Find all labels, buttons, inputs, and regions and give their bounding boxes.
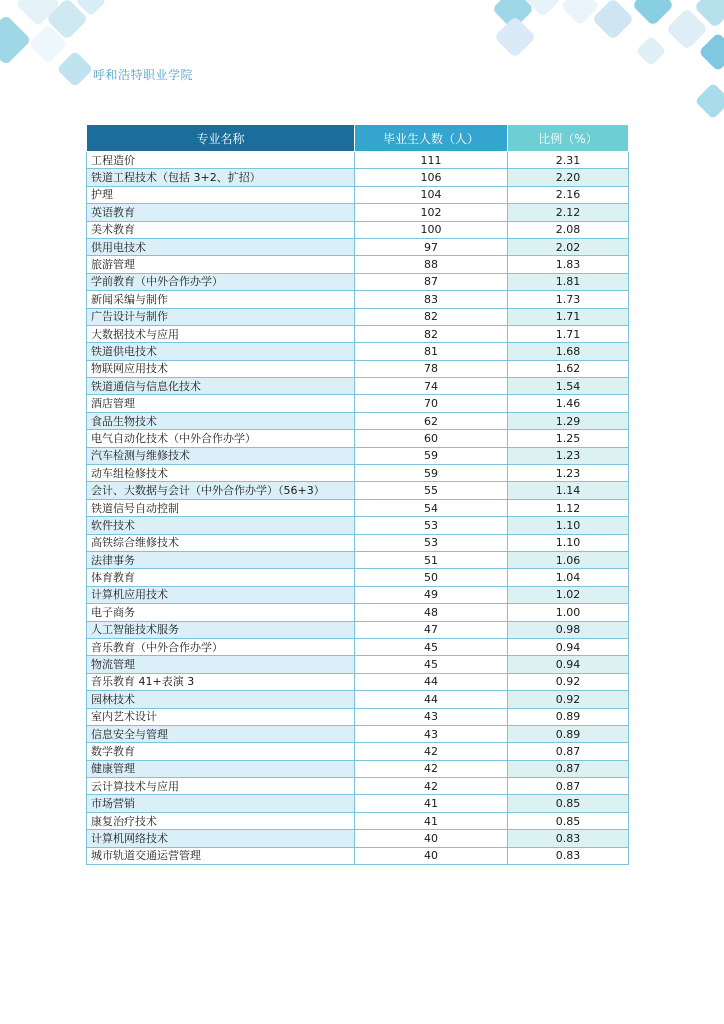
ratio-cell: 2.02	[508, 238, 629, 255]
graduate-count-cell: 62	[355, 412, 508, 429]
major-name-cell: 酒店管理	[87, 395, 355, 412]
ratio-cell: 2.08	[508, 221, 629, 238]
table-row	[87, 395, 629, 412]
graduate-count-cell: 41	[355, 795, 508, 812]
table-row	[87, 569, 629, 586]
ratio-cell: 1.71	[508, 325, 629, 342]
major-name-cell: 工程造价	[87, 152, 355, 169]
major-name-cell: 体育教育	[87, 569, 355, 586]
graduate-count-cell: 53	[355, 534, 508, 551]
graduate-count-cell: 42	[355, 743, 508, 760]
major-name-cell: 计算机网络技术	[87, 830, 355, 847]
table-row	[87, 830, 629, 847]
table-row	[87, 795, 629, 812]
ratio-cell: 1.23	[508, 447, 629, 464]
major-name-cell: 康复治疗技术	[87, 812, 355, 829]
ratio-cell: 1.46	[508, 395, 629, 412]
ratio-cell: 0.92	[508, 673, 629, 690]
graduate-count-cell: 74	[355, 378, 508, 395]
graduate-count-cell: 45	[355, 656, 508, 673]
column-header-ratio: 比例（%）	[508, 125, 629, 152]
major-name-cell: 英语教育	[87, 204, 355, 221]
major-name-cell: 云计算技术与应用	[87, 778, 355, 795]
major-name-cell: 学前教育（中外合作办学）	[87, 273, 355, 290]
graduate-count-cell: 49	[355, 586, 508, 603]
major-name-cell: 铁道工程技术（包括 3+2、扩招）	[87, 169, 355, 186]
school-name: 呼和浩特职业学院	[93, 68, 194, 82]
ratio-cell: 1.29	[508, 412, 629, 429]
ratio-cell: 0.85	[508, 812, 629, 829]
ratio-cell: 0.98	[508, 621, 629, 638]
ratio-cell: 2.16	[508, 186, 629, 203]
major-name-cell: 电气自动化技术（中外合作办学）	[87, 430, 355, 447]
graduate-count-cell: 51	[355, 551, 508, 568]
ratio-cell: 1.71	[508, 308, 629, 325]
major-name-cell: 动车组检修技术	[87, 465, 355, 482]
major-name-cell: 室内艺术设计	[87, 708, 355, 725]
ratio-cell: 0.83	[508, 847, 629, 864]
table-row	[87, 238, 629, 255]
major-name-cell: 汽车检测与维修技术	[87, 447, 355, 464]
table-body	[87, 152, 629, 865]
graduate-count-cell: 53	[355, 517, 508, 534]
major-name-cell: 城市轨道交通运营管理	[87, 847, 355, 864]
graduate-count-cell: 100	[355, 221, 508, 238]
graduate-count-cell: 111	[355, 152, 508, 169]
table-row	[87, 604, 629, 621]
ratio-cell: 1.10	[508, 534, 629, 551]
ratio-cell: 0.85	[508, 795, 629, 812]
major-name-cell: 旅游管理	[87, 256, 355, 273]
ratio-cell: 1.00	[508, 604, 629, 621]
ratio-cell: 0.83	[508, 830, 629, 847]
table-row	[87, 812, 629, 829]
ratio-cell: 1.25	[508, 430, 629, 447]
table-row	[87, 760, 629, 777]
table-header-row	[87, 125, 629, 152]
major-name-cell: 音乐教育（中外合作办学）	[87, 638, 355, 655]
major-name-cell: 信息安全与管理	[87, 725, 355, 742]
major-name-cell: 铁道通信与信息化技术	[87, 378, 355, 395]
graduate-count-cell: 59	[355, 447, 508, 464]
major-name-cell: 铁道供电技术	[87, 343, 355, 360]
ratio-cell: 2.12	[508, 204, 629, 221]
graduate-count-cell: 82	[355, 325, 508, 342]
graduate-count-cell: 97	[355, 238, 508, 255]
major-name-cell: 电子商务	[87, 604, 355, 621]
column-header-graduates: 毕业生人数（人）	[355, 125, 508, 152]
ratio-cell: 0.89	[508, 708, 629, 725]
ratio-cell: 1.12	[508, 499, 629, 516]
ratio-cell: 0.94	[508, 656, 629, 673]
ratio-cell: 1.23	[508, 465, 629, 482]
table-row	[87, 325, 629, 342]
graduate-count-cell: 102	[355, 204, 508, 221]
major-name-cell: 软件技术	[87, 517, 355, 534]
major-name-cell: 广告设计与制作	[87, 308, 355, 325]
table-row	[87, 152, 629, 169]
graduate-count-cell: 87	[355, 273, 508, 290]
major-name-cell: 新闻采编与制作	[87, 291, 355, 308]
graduate-count-cell: 59	[355, 465, 508, 482]
graduate-count-cell: 82	[355, 308, 508, 325]
left-tile-cluster	[0, 0, 107, 87]
graduate-count-cell: 43	[355, 708, 508, 725]
table-row	[87, 343, 629, 360]
ratio-cell: 1.54	[508, 378, 629, 395]
major-name-cell: 美术教育	[87, 221, 355, 238]
table-row	[87, 291, 629, 308]
graduate-count-cell: 42	[355, 778, 508, 795]
ratio-cell: 1.06	[508, 551, 629, 568]
right-tile-cluster	[492, 0, 724, 119]
table-row	[87, 725, 629, 742]
graduates-by-major-table	[86, 124, 629, 865]
table-row	[87, 256, 629, 273]
major-name-cell: 健康管理	[87, 760, 355, 777]
table-row	[87, 708, 629, 725]
major-name-cell: 会计、大数据与会计（中外合作办学）（56+3）	[87, 482, 355, 499]
table-row	[87, 586, 629, 603]
graduate-count-cell: 83	[355, 291, 508, 308]
graduate-count-cell: 104	[355, 186, 508, 203]
ratio-cell: 1.02	[508, 586, 629, 603]
ratio-cell: 1.83	[508, 256, 629, 273]
table-row	[87, 551, 629, 568]
table-row	[87, 221, 629, 238]
graduate-count-cell: 81	[355, 343, 508, 360]
major-name-cell: 物联网应用技术	[87, 360, 355, 377]
table-row	[87, 308, 629, 325]
ratio-cell: 0.94	[508, 638, 629, 655]
graduate-count-cell: 70	[355, 395, 508, 412]
table-row	[87, 673, 629, 690]
table-row	[87, 778, 629, 795]
graduate-count-cell: 60	[355, 430, 508, 447]
column-header-major: 专业名称	[87, 125, 355, 152]
ratio-cell: 0.87	[508, 778, 629, 795]
table-row	[87, 430, 629, 447]
graduate-count-cell: 40	[355, 847, 508, 864]
graduate-count-cell: 47	[355, 621, 508, 638]
graduate-count-cell: 55	[355, 482, 508, 499]
table-row	[87, 743, 629, 760]
ratio-cell: 0.89	[508, 725, 629, 742]
ratio-cell: 1.81	[508, 273, 629, 290]
graduate-count-cell: 40	[355, 830, 508, 847]
table-row	[87, 656, 629, 673]
table-row	[87, 847, 629, 864]
graduate-count-cell: 88	[355, 256, 508, 273]
ratio-cell: 1.04	[508, 569, 629, 586]
major-name-cell: 护理	[87, 186, 355, 203]
table-row	[87, 691, 629, 708]
major-name-cell: 食品生物技术	[87, 412, 355, 429]
graduate-count-cell: 45	[355, 638, 508, 655]
ratio-cell: 1.14	[508, 482, 629, 499]
major-name-cell: 数学教育	[87, 743, 355, 760]
ratio-cell: 1.68	[508, 343, 629, 360]
table-row	[87, 204, 629, 221]
table-row	[87, 638, 629, 655]
ratio-cell: 0.87	[508, 743, 629, 760]
graduate-count-cell: 44	[355, 691, 508, 708]
ratio-cell: 1.62	[508, 360, 629, 377]
ratio-cell: 0.92	[508, 691, 629, 708]
major-name-cell: 物流管理	[87, 656, 355, 673]
major-name-cell: 铁道信号自动控制	[87, 499, 355, 516]
graduate-count-cell: 78	[355, 360, 508, 377]
major-name-cell: 供用电技术	[87, 238, 355, 255]
table-row	[87, 169, 629, 186]
major-name-cell: 音乐教育 41+表演 3	[87, 673, 355, 690]
graduate-count-cell: 42	[355, 760, 508, 777]
table-row	[87, 465, 629, 482]
major-name-cell: 园林技术	[87, 691, 355, 708]
table-row	[87, 482, 629, 499]
ratio-cell: 0.87	[508, 760, 629, 777]
table-row	[87, 412, 629, 429]
graduate-count-cell: 106	[355, 169, 508, 186]
table-row	[87, 378, 629, 395]
major-name-cell: 大数据技术与应用	[87, 325, 355, 342]
major-name-cell: 人工智能技术服务	[87, 621, 355, 638]
major-name-cell: 高铁综合维修技术	[87, 534, 355, 551]
graduate-count-cell: 54	[355, 499, 508, 516]
table-row	[87, 186, 629, 203]
ratio-cell: 1.10	[508, 517, 629, 534]
table-row	[87, 273, 629, 290]
graduate-count-cell: 44	[355, 673, 508, 690]
graduate-count-cell: 41	[355, 812, 508, 829]
graduate-count-cell: 50	[355, 569, 508, 586]
table-row	[87, 534, 629, 551]
major-name-cell: 市场营销	[87, 795, 355, 812]
ratio-cell: 2.20	[508, 169, 629, 186]
table-row	[87, 499, 629, 516]
ratio-cell: 2.31	[508, 152, 629, 169]
table-row	[87, 360, 629, 377]
decorative-tile-pattern	[0, 0, 724, 120]
major-name-cell: 法律事务	[87, 551, 355, 568]
graduate-count-cell: 43	[355, 725, 508, 742]
graduate-count-cell: 48	[355, 604, 508, 621]
table-row	[87, 517, 629, 534]
major-name-cell: 计算机应用技术	[87, 586, 355, 603]
table-row	[87, 621, 629, 638]
ratio-cell: 1.73	[508, 291, 629, 308]
table-row	[87, 447, 629, 464]
